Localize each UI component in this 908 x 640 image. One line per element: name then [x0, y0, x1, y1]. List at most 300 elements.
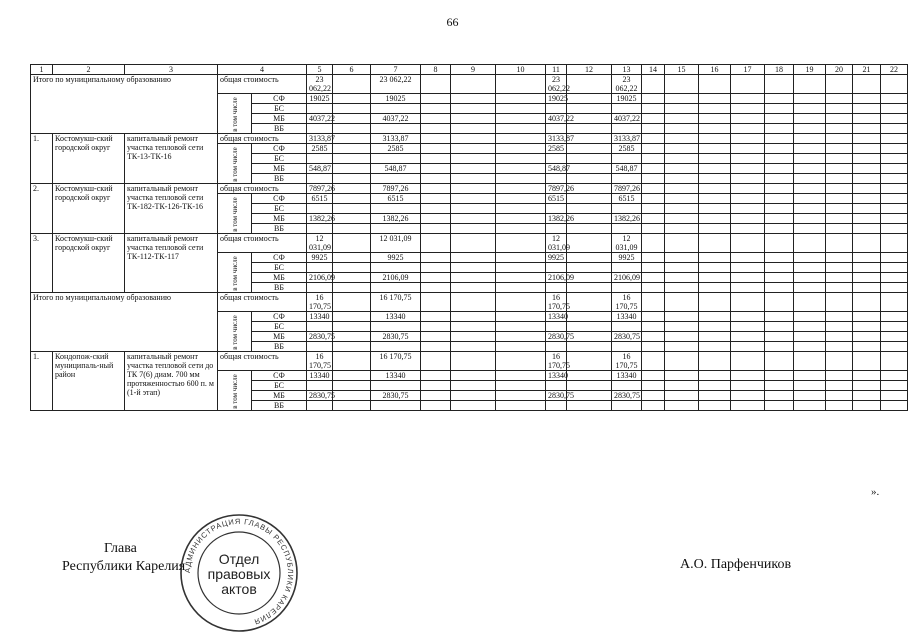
value-cell — [699, 253, 731, 263]
value-cell — [826, 253, 853, 263]
value-cell — [421, 184, 451, 194]
total-label: Итого по муниципальному образованию — [31, 293, 218, 352]
value-cell — [665, 234, 699, 253]
value-cell — [421, 352, 451, 371]
value-cell: 6515 — [612, 194, 642, 204]
value-cell — [496, 214, 546, 224]
value-cell — [612, 174, 642, 184]
value-cell — [451, 194, 496, 204]
value-cell: 16 170,75 — [546, 293, 567, 312]
col-header: 13 — [612, 65, 642, 75]
value-cell — [881, 263, 908, 273]
incl-label: в том числе — [218, 312, 252, 352]
value-cell — [826, 312, 853, 322]
value-cell — [794, 174, 826, 184]
col-header: 17 — [731, 65, 765, 75]
value-cell — [307, 174, 333, 184]
value-cell — [496, 194, 546, 204]
value-cell — [333, 371, 371, 381]
source-label: СФ — [252, 371, 307, 381]
value-cell: 12 031,09 — [546, 234, 567, 253]
source-label: МБ — [252, 114, 307, 124]
value-cell: 548,87 — [612, 164, 642, 174]
value-cell — [699, 104, 731, 114]
col-header: 7 — [371, 65, 421, 75]
value-cell — [699, 273, 731, 283]
total-cost-label: общая стоимость — [218, 75, 307, 94]
value-cell — [765, 293, 794, 312]
value-cell — [853, 94, 881, 104]
value-cell — [642, 371, 665, 381]
source-label: БС — [252, 154, 307, 164]
table-row — [31, 234, 908, 253]
value-cell — [567, 371, 612, 381]
value-cell: 2830,75 — [371, 391, 421, 401]
value-cell — [567, 75, 612, 94]
value-cell — [794, 332, 826, 342]
value-cell — [794, 234, 826, 253]
value-cell: 19025 — [307, 94, 333, 104]
value-cell — [546, 342, 567, 352]
value-cell — [642, 342, 665, 352]
value-cell — [496, 94, 546, 104]
value-cell — [642, 263, 665, 273]
value-cell — [642, 144, 665, 154]
value-cell — [881, 352, 908, 371]
value-cell — [881, 114, 908, 124]
value-cell — [333, 144, 371, 154]
value-cell — [642, 352, 665, 371]
value-cell — [451, 391, 496, 401]
value-cell — [794, 342, 826, 352]
source-label: БС — [252, 263, 307, 273]
value-cell: 6515 — [307, 194, 333, 204]
value-cell: 13340 — [371, 371, 421, 381]
value-cell — [451, 293, 496, 312]
value-cell — [333, 224, 371, 234]
value-cell: 2585 — [612, 144, 642, 154]
value-cell — [765, 253, 794, 263]
value-cell — [765, 104, 794, 114]
value-cell: 2585 — [371, 144, 421, 154]
value-cell — [567, 322, 612, 332]
value-cell — [665, 104, 699, 114]
value-cell — [421, 371, 451, 381]
value-cell — [421, 401, 451, 411]
value-cell — [333, 184, 371, 194]
value-cell — [451, 94, 496, 104]
value-cell — [371, 224, 421, 234]
value-cell — [451, 332, 496, 342]
value-cell — [612, 283, 642, 293]
value-cell — [699, 352, 731, 371]
value-cell — [371, 342, 421, 352]
value-cell — [794, 263, 826, 273]
total-cost-label: общая стоимость — [218, 234, 307, 253]
value-cell — [699, 184, 731, 194]
value-cell — [731, 204, 765, 214]
value-cell — [496, 322, 546, 332]
value-cell: 23 062,22 — [371, 75, 421, 94]
value-cell — [496, 154, 546, 164]
value-cell — [421, 391, 451, 401]
value-cell: 19025 — [371, 94, 421, 104]
value-cell — [665, 391, 699, 401]
value-cell — [642, 401, 665, 411]
value-cell — [333, 154, 371, 164]
value-cell — [307, 342, 333, 352]
value-cell — [496, 204, 546, 214]
value-cell — [642, 124, 665, 134]
col-header: 6 — [333, 65, 371, 75]
value-cell — [853, 273, 881, 283]
value-cell: 16 170,75 — [307, 293, 333, 312]
value-cell — [731, 234, 765, 253]
col-header: 18 — [765, 65, 794, 75]
value-cell: 4037,22 — [307, 114, 333, 124]
value-cell — [731, 352, 765, 371]
value-cell — [881, 224, 908, 234]
col-header: 14 — [642, 65, 665, 75]
value-cell: 9925 — [546, 253, 567, 263]
value-cell — [567, 342, 612, 352]
value-cell: 23 062,22 — [307, 75, 333, 94]
value-cell — [333, 104, 371, 114]
value-cell — [567, 253, 612, 263]
value-cell — [794, 273, 826, 283]
value-cell — [765, 124, 794, 134]
table-row — [31, 75, 908, 94]
value-cell — [765, 352, 794, 371]
col-header: 4 — [218, 65, 307, 75]
value-cell — [731, 371, 765, 381]
value-cell — [642, 273, 665, 283]
source-label: БС — [252, 322, 307, 332]
value-cell — [421, 322, 451, 332]
value-cell — [794, 381, 826, 391]
value-cell — [853, 253, 881, 263]
value-cell — [665, 293, 699, 312]
value-cell — [371, 401, 421, 411]
value-cell — [731, 332, 765, 342]
value-cell — [451, 352, 496, 371]
col-header: 22 — [881, 65, 908, 75]
value-cell — [881, 134, 908, 144]
value-cell — [853, 194, 881, 204]
value-cell — [665, 312, 699, 322]
value-cell — [731, 194, 765, 204]
value-cell — [496, 124, 546, 134]
value-cell — [612, 154, 642, 164]
value-cell — [731, 174, 765, 184]
value-cell — [333, 293, 371, 312]
value-cell — [496, 352, 546, 371]
value-cell — [421, 124, 451, 134]
value-cell — [794, 214, 826, 224]
signature-name: А.О. Парфенчиков — [680, 557, 792, 572]
value-cell: 7897,26 — [546, 184, 567, 194]
value-cell — [451, 214, 496, 224]
value-cell — [826, 224, 853, 234]
value-cell — [546, 154, 567, 164]
value-cell — [765, 194, 794, 204]
value-cell — [496, 332, 546, 342]
value-cell — [612, 104, 642, 114]
value-cell — [881, 184, 908, 194]
value-cell — [451, 263, 496, 273]
value-cell — [853, 134, 881, 144]
value-cell — [546, 174, 567, 184]
value-cell — [307, 263, 333, 273]
value-cell — [421, 164, 451, 174]
value-cell — [881, 391, 908, 401]
value-cell — [765, 381, 794, 391]
value-cell — [421, 194, 451, 204]
value-cell — [371, 154, 421, 164]
value-cell — [826, 273, 853, 283]
value-cell — [731, 104, 765, 114]
col-header: 12 — [567, 65, 612, 75]
value-cell — [881, 154, 908, 164]
value-cell — [826, 124, 853, 134]
value-cell — [881, 273, 908, 283]
value-cell — [826, 204, 853, 214]
value-cell — [642, 293, 665, 312]
value-cell — [371, 263, 421, 273]
value-cell — [496, 312, 546, 322]
value-cell — [333, 124, 371, 134]
value-cell — [421, 224, 451, 234]
value-cell — [794, 104, 826, 114]
value-cell — [765, 164, 794, 174]
value-cell: 2830,75 — [546, 332, 567, 342]
value-cell — [642, 283, 665, 293]
municipality: Костомукш-ский городской округ — [53, 184, 125, 234]
value-cell — [612, 263, 642, 273]
value-cell: 2830,75 — [612, 332, 642, 342]
table-row — [31, 293, 908, 312]
value-cell — [853, 114, 881, 124]
value-cell — [853, 154, 881, 164]
value-cell — [731, 381, 765, 391]
value-cell: 6515 — [546, 194, 567, 204]
col-header: 2 — [53, 65, 125, 75]
value-cell — [881, 194, 908, 204]
value-cell — [421, 381, 451, 391]
value-cell — [496, 263, 546, 273]
value-cell — [699, 114, 731, 124]
value-cell — [642, 204, 665, 214]
value-cell — [333, 263, 371, 273]
value-cell — [612, 124, 642, 134]
value-cell — [421, 234, 451, 253]
value-cell — [765, 371, 794, 381]
value-cell — [665, 381, 699, 391]
work-description: капитальный ремонт участка тепловой сети ТК-112-ТК-117 — [125, 234, 218, 293]
source-label: СФ — [252, 253, 307, 263]
value-cell — [765, 174, 794, 184]
value-cell — [451, 154, 496, 164]
value-cell — [333, 114, 371, 124]
value-cell — [665, 371, 699, 381]
value-cell — [451, 164, 496, 174]
value-cell — [333, 401, 371, 411]
municipality: Костомукш-ский городской округ — [53, 134, 125, 184]
value-cell: 2830,75 — [307, 391, 333, 401]
value-cell — [881, 322, 908, 332]
value-cell — [853, 104, 881, 114]
value-cell — [333, 75, 371, 94]
value-cell — [699, 75, 731, 94]
value-cell — [881, 401, 908, 411]
value-cell — [451, 224, 496, 234]
value-cell: 2106,09 — [612, 273, 642, 283]
value-cell — [421, 293, 451, 312]
value-cell — [699, 391, 731, 401]
value-cell — [765, 283, 794, 293]
value-cell — [765, 263, 794, 273]
value-cell — [642, 184, 665, 194]
value-cell: 2585 — [307, 144, 333, 154]
value-cell — [826, 342, 853, 352]
value-cell — [451, 134, 496, 144]
value-cell — [421, 144, 451, 154]
value-cell — [881, 293, 908, 312]
value-cell — [826, 184, 853, 194]
value-cell — [826, 75, 853, 94]
value-cell — [371, 104, 421, 114]
incl-label: в том числе — [218, 253, 252, 293]
value-cell — [731, 322, 765, 332]
total-label: Итого по муниципальному образованию — [31, 75, 218, 134]
value-cell — [765, 204, 794, 214]
value-cell: 6515 — [371, 194, 421, 204]
value-cell — [451, 144, 496, 154]
col-header: 20 — [826, 65, 853, 75]
value-cell: 23 062,22 — [546, 75, 567, 94]
value-cell — [642, 174, 665, 184]
value-cell — [826, 214, 853, 224]
source-label: ВБ — [252, 401, 307, 411]
value-cell: 12 031,09 — [307, 234, 333, 253]
value-cell: 3133,87 — [307, 134, 333, 144]
value-cell — [794, 371, 826, 381]
row-number: 1. — [31, 352, 53, 411]
value-cell — [881, 214, 908, 224]
value-cell: 2830,75 — [546, 391, 567, 401]
value-cell — [421, 332, 451, 342]
value-cell — [546, 283, 567, 293]
source-label: СФ — [252, 144, 307, 154]
source-label: МБ — [252, 273, 307, 283]
value-cell — [731, 293, 765, 312]
value-cell — [699, 194, 731, 204]
value-cell — [765, 312, 794, 322]
value-cell — [451, 342, 496, 352]
value-cell: 3133,87 — [546, 134, 567, 144]
value-cell — [642, 234, 665, 253]
value-cell — [794, 253, 826, 263]
value-cell — [699, 174, 731, 184]
value-cell — [794, 391, 826, 401]
value-cell — [567, 204, 612, 214]
value-cell — [333, 342, 371, 352]
value-cell — [794, 312, 826, 322]
value-cell: 7897,26 — [371, 184, 421, 194]
value-cell: 9925 — [307, 253, 333, 263]
value-cell — [665, 194, 699, 204]
value-cell — [853, 75, 881, 94]
value-cell — [333, 381, 371, 391]
col-header: 5 — [307, 65, 333, 75]
value-cell — [699, 134, 731, 144]
value-cell — [699, 154, 731, 164]
value-cell — [731, 94, 765, 104]
col-header: 10 — [496, 65, 546, 75]
value-cell: 9925 — [371, 253, 421, 263]
value-cell — [731, 144, 765, 154]
value-cell — [546, 104, 567, 114]
value-cell: 2106,09 — [307, 273, 333, 283]
value-cell — [826, 94, 853, 104]
value-cell — [853, 401, 881, 411]
value-cell — [451, 184, 496, 194]
value-cell — [421, 94, 451, 104]
value-cell — [881, 94, 908, 104]
value-cell — [546, 322, 567, 332]
value-cell — [794, 154, 826, 164]
value-cell — [421, 214, 451, 224]
col-header: 3 — [125, 65, 218, 75]
value-cell — [826, 381, 853, 391]
value-cell — [612, 401, 642, 411]
value-cell — [794, 114, 826, 124]
value-cell — [765, 75, 794, 94]
value-cell — [567, 401, 612, 411]
source-label: ВБ — [252, 174, 307, 184]
value-cell — [371, 283, 421, 293]
value-cell: 2830,75 — [307, 332, 333, 342]
row-number: 1. — [31, 134, 53, 184]
value-cell — [765, 184, 794, 194]
value-cell — [307, 224, 333, 234]
value-cell: 548,87 — [307, 164, 333, 174]
value-cell — [826, 194, 853, 204]
value-cell — [546, 263, 567, 273]
value-cell — [731, 263, 765, 273]
value-cell — [881, 104, 908, 114]
value-cell — [765, 322, 794, 332]
value-cell — [826, 144, 853, 154]
value-cell — [765, 214, 794, 224]
value-cell — [371, 322, 421, 332]
value-cell — [699, 164, 731, 174]
col-header: 15 — [665, 65, 699, 75]
total-cost-label: общая стоимость — [218, 293, 307, 312]
source-label: МБ — [252, 332, 307, 342]
value-cell: 19025 — [546, 94, 567, 104]
value-cell — [665, 214, 699, 224]
value-cell — [567, 174, 612, 184]
value-cell — [665, 332, 699, 342]
value-cell — [546, 381, 567, 391]
value-cell — [731, 164, 765, 174]
value-cell — [642, 94, 665, 104]
value-cell — [642, 75, 665, 94]
value-cell: 2830,75 — [612, 391, 642, 401]
value-cell — [826, 154, 853, 164]
value-cell: 12 031,09 — [371, 234, 421, 253]
